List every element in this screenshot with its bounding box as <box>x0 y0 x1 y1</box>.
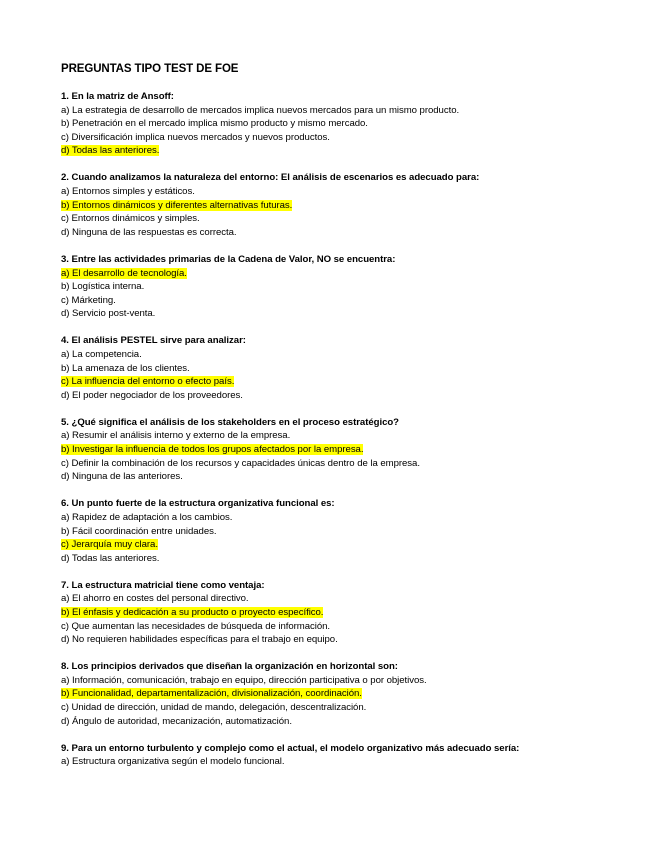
question-text: 5. ¿Qué significa el análisis de los stakeholders en el proceso estratégico? <box>61 416 399 428</box>
question-block <box>61 742 621 769</box>
answer-option-text: d) Ninguna de las respuestas es correcta. <box>61 226 237 238</box>
answer-option-highlighted <box>61 606 621 620</box>
answer-option <box>61 226 621 240</box>
answer-option <box>61 185 621 199</box>
answer-option-text: d) Todas las anteriores. <box>61 145 160 157</box>
answer-option-text: a) El ahorro en costes del personal directivo. <box>61 593 249 605</box>
question-block <box>61 334 621 402</box>
question-text: 6. Un punto fuerte de la estructura organizativa funcional es: <box>61 498 335 510</box>
answer-option <box>61 348 621 362</box>
question-text: 4. El análisis PESTEL sirve para analizar: <box>61 335 246 347</box>
document-page <box>61 62 621 782</box>
answer-option <box>61 429 621 443</box>
answer-option-highlighted <box>61 267 621 281</box>
answer-option-text: d) Todas las anteriores. <box>61 552 160 564</box>
question-block <box>61 90 621 158</box>
answer-option <box>61 457 621 471</box>
question-block <box>61 171 621 239</box>
answer-option <box>61 701 621 715</box>
answer-option-text: c) Entornos dinámicos y simples. <box>61 213 200 225</box>
question-block <box>61 416 621 484</box>
answer-option-text: c) Que aumentan las necesidades de búsqueda de información. <box>61 620 331 632</box>
answer-option-highlighted <box>61 443 621 457</box>
answer-option-text: b) Penetración en el mercado implica mismo producto y mismo mercado. <box>61 118 368 130</box>
answer-option-text: b) Logística interna. <box>61 281 145 293</box>
answer-option <box>61 131 621 145</box>
answer-option <box>61 104 621 118</box>
question-text: 1. En la matriz de Ansoff: <box>61 91 174 102</box>
answer-option <box>61 362 621 376</box>
answer-option-text: d) El poder negociador de los proveedores. <box>61 389 243 401</box>
question-block <box>61 660 621 728</box>
answer-option-text: a) La competencia. <box>61 349 142 360</box>
answer-option <box>61 715 621 729</box>
answer-option <box>61 511 621 525</box>
answer-option <box>61 280 621 294</box>
answer-option-text: c) Diversificación implica nuevos mercados y nuevos productos. <box>61 131 330 143</box>
answer-option-text: c) La influencia del entorno o efecto país. <box>61 376 235 388</box>
question-block <box>61 253 621 321</box>
question-text: 9. Para un entorno turbulento y complejo como el actual, el modelo organizativo más adecuado sería: <box>61 742 520 754</box>
answer-option <box>61 389 621 403</box>
answer-option-text: b) El énfasis y dedicación a su producto o proyecto específico. <box>61 607 324 618</box>
answer-option-text: c) Jerarquía muy clara. <box>61 539 158 551</box>
answer-option-text: b) Entornos dinámicos y diferentes alternativas futuras. <box>61 199 293 211</box>
question-list <box>61 90 621 769</box>
answer-option-text: d) Ángulo de autoridad, mecanización, automatización. <box>61 715 292 727</box>
answer-option-highlighted <box>61 538 621 552</box>
question-text: 7. La estructura matricial tiene como ventaja: <box>61 579 265 591</box>
answer-option <box>61 470 621 484</box>
answer-option-text: a) Resumir el análisis interno y externo de la empresa. <box>61 430 291 442</box>
answer-option-highlighted <box>61 687 621 701</box>
answer-option-text: a) La estrategia de desarrollo de mercados implica nuevos mercados para un mismo producto. <box>61 104 460 116</box>
question-text: 8. Los principios derivados que diseñan la organización en horizontal son: <box>61 661 398 673</box>
answer-option-text: a) Estructura organizativa según el modelo funcional. <box>61 756 285 768</box>
answer-option-text: b) Fácil coordinación entre unidades. <box>61 525 217 537</box>
answer-option <box>61 307 621 321</box>
answer-option-text: a) Entornos simples y estáticos. <box>61 186 195 198</box>
question-text: 3. Entre las actividades primarias de la Cadena de Valor, NO se encuentra: <box>61 253 396 265</box>
answer-option-highlighted <box>61 144 621 158</box>
answer-option-text: a) Rapidez de adaptación a los cambios. <box>61 511 233 523</box>
answer-option <box>61 212 621 226</box>
answer-option <box>61 117 621 131</box>
answer-option-text: a) Información, comunicación, trabajo en equipo, dirección participativa o por objetivos. <box>61 674 427 686</box>
question-text: 2. Cuando analizamos la naturaleza del entorno: El análisis de escenarios es adecuado para: <box>61 172 480 184</box>
answer-option <box>61 755 621 769</box>
answer-option-highlighted <box>61 375 621 389</box>
question-block <box>61 497 621 565</box>
answer-option <box>61 592 621 606</box>
answer-option <box>61 633 621 647</box>
answer-option <box>61 674 621 688</box>
answer-option-text: c) Unidad de dirección, unidad de mando, delegación, descentralización. <box>61 702 367 714</box>
answer-option-text: b) La amenaza de los clientes. <box>61 362 190 374</box>
answer-option <box>61 294 621 308</box>
document-title: PREGUNTAS TIPO TEST DE FOE <box>61 63 239 75</box>
answer-option-text: b) Funcionalidad, departamentalización, divisionalización, coordinación. <box>61 688 362 700</box>
answer-option <box>61 552 621 566</box>
answer-option <box>61 620 621 634</box>
question-block <box>61 579 621 647</box>
answer-option-text: d) Servicio post-venta. <box>61 308 156 320</box>
answer-option-text: a) El desarrollo de tecnología. <box>61 267 187 279</box>
answer-option-text: c) Márketing. <box>61 294 116 306</box>
answer-option-text: b) Investigar la influencia de todos los grupos afectados por la empresa. <box>61 444 364 456</box>
answer-option <box>61 525 621 539</box>
answer-option-text: d) Ninguna de las anteriores. <box>61 471 183 483</box>
answer-option-text: c) Definir la combinación de los recursos y capacidades únicas dentro de la empresa. <box>61 457 420 469</box>
answer-option-text: d) No requieren habilidades específicas para el trabajo en equipo. <box>61 634 338 646</box>
answer-option-highlighted <box>61 199 621 213</box>
